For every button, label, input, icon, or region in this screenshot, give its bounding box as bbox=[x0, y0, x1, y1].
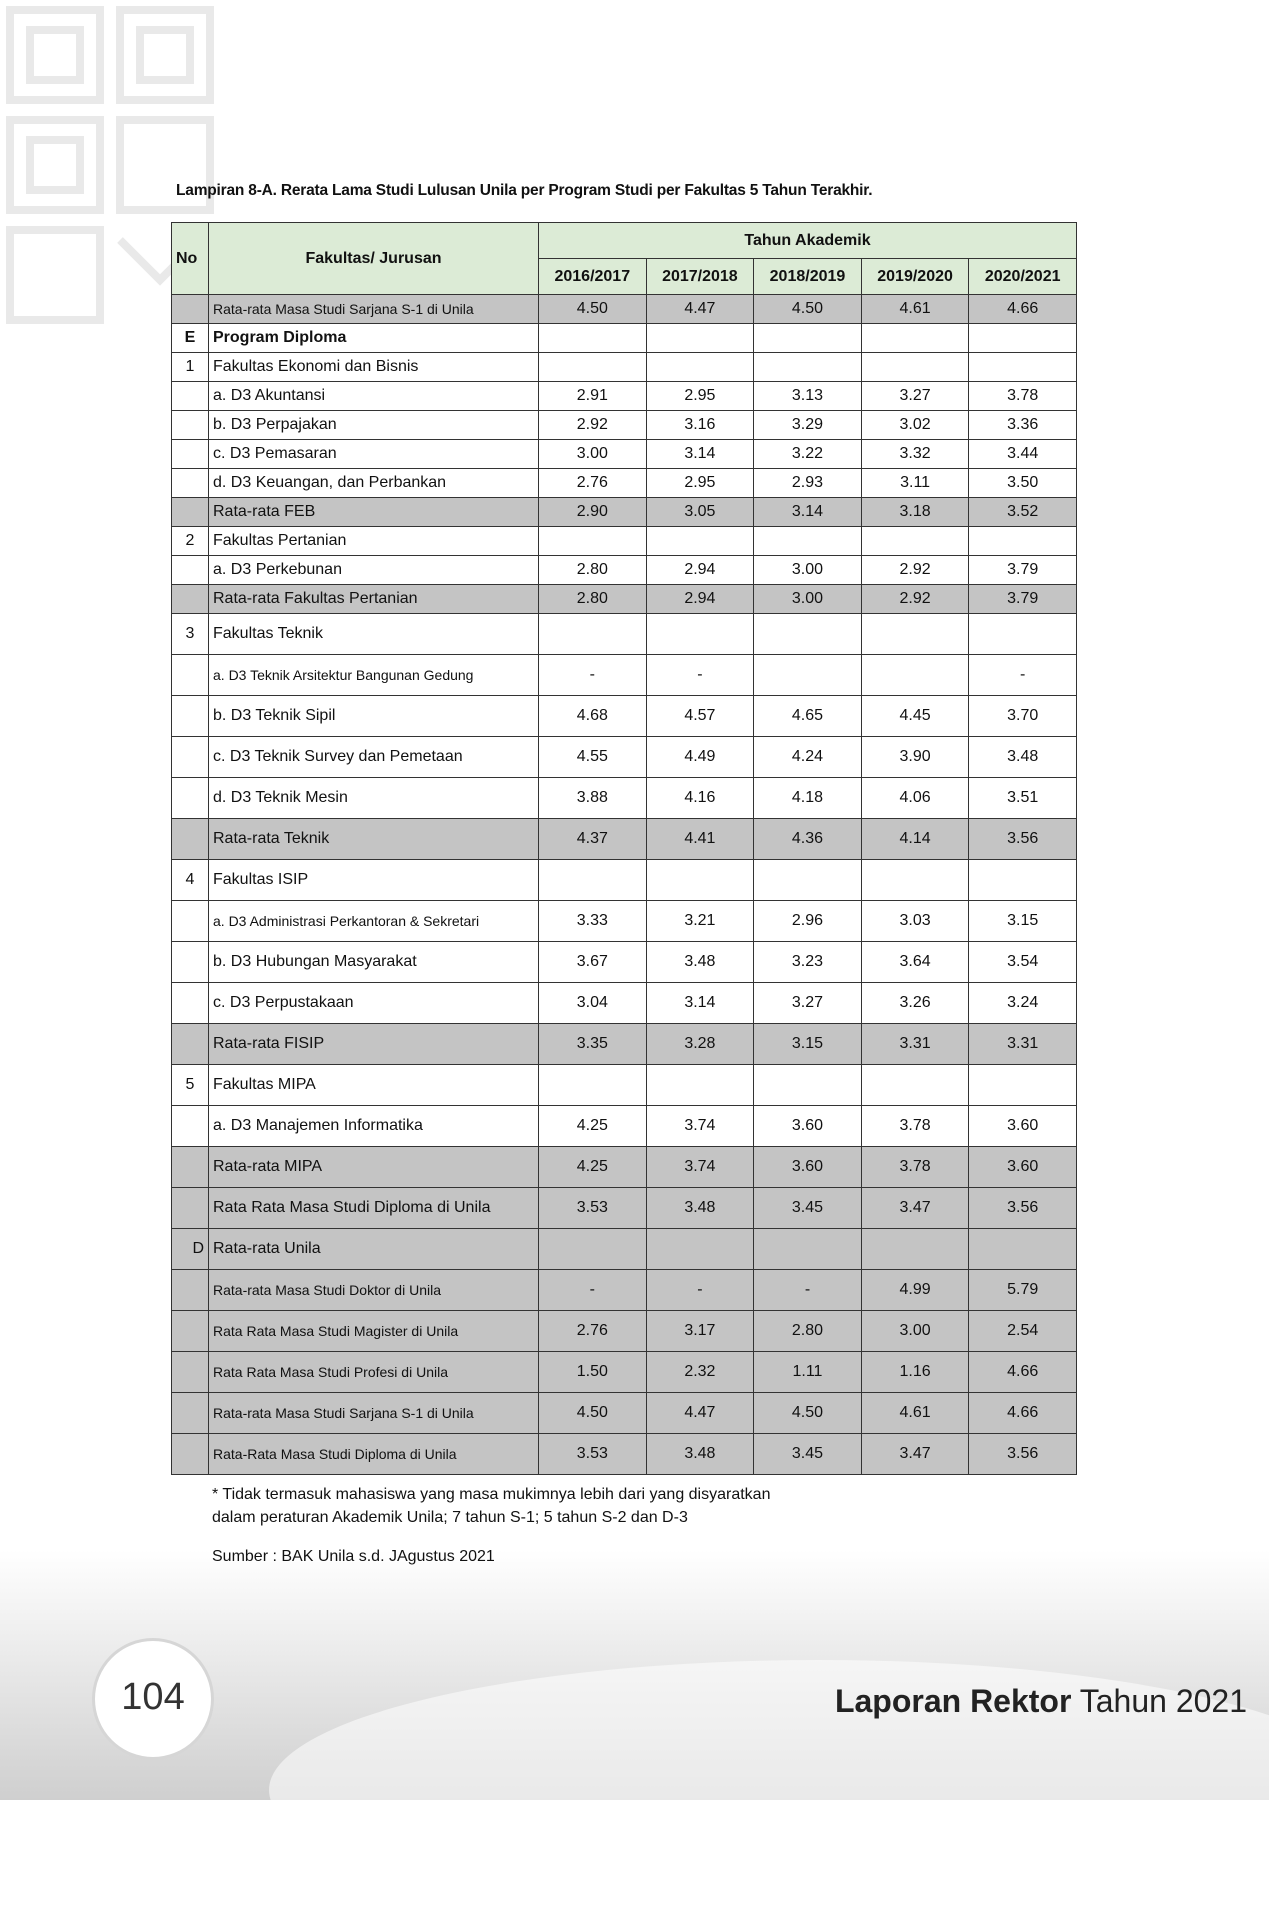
row-value bbox=[539, 527, 647, 556]
row-value: 2.92 bbox=[861, 556, 969, 585]
study-duration-table bbox=[171, 222, 1077, 1475]
table-row bbox=[172, 1065, 1077, 1106]
row-value: 3.50 bbox=[969, 469, 1077, 498]
row-no bbox=[172, 440, 209, 469]
row-value: 2.32 bbox=[646, 1352, 754, 1393]
header-no: No bbox=[172, 223, 209, 295]
table-row bbox=[172, 1393, 1077, 1434]
row-name: Rata Rata Masa Studi Magister di Unila bbox=[209, 1311, 539, 1352]
row-name: Fakultas Teknik bbox=[209, 614, 539, 655]
row-no bbox=[172, 1188, 209, 1229]
row-value: 3.53 bbox=[539, 1434, 647, 1475]
table-row bbox=[172, 353, 1077, 382]
row-value bbox=[861, 655, 969, 696]
row-value: 4.50 bbox=[754, 1393, 862, 1434]
row-value bbox=[539, 1065, 647, 1106]
row-value: 3.33 bbox=[539, 901, 647, 942]
row-value: 3.74 bbox=[646, 1147, 754, 1188]
row-value: 3.14 bbox=[754, 498, 862, 527]
row-value: 4.68 bbox=[539, 696, 647, 737]
row-name: Fakultas MIPA bbox=[209, 1065, 539, 1106]
row-value: - bbox=[646, 1270, 754, 1311]
row-no bbox=[172, 819, 209, 860]
row-no bbox=[172, 1393, 209, 1434]
row-value: 3.47 bbox=[861, 1434, 969, 1475]
row-value: 2.76 bbox=[539, 1311, 647, 1352]
row-value: 3.15 bbox=[754, 1024, 862, 1065]
row-no: D bbox=[172, 1229, 209, 1270]
row-name: Rata-rata FISIP bbox=[209, 1024, 539, 1065]
footnote-line: dalam peraturan Akademik Unila; 7 tahun S-1; 5 tahun S-2 dan D-3 bbox=[212, 1509, 688, 1526]
row-value: 3.31 bbox=[861, 1024, 969, 1065]
row-value: 1.16 bbox=[861, 1352, 969, 1393]
table-row bbox=[172, 1024, 1077, 1065]
row-name: Rata Rata Masa Studi Profesi di Unila bbox=[209, 1352, 539, 1393]
row-value: 3.18 bbox=[861, 498, 969, 527]
footnote-line: * Tidak termasuk mahasiswa yang masa mukimnya lebih dari yang disyaratkan bbox=[212, 1486, 771, 1503]
row-value: 4.99 bbox=[861, 1270, 969, 1311]
row-value: 3.45 bbox=[754, 1188, 862, 1229]
row-no: 1 bbox=[172, 353, 209, 382]
row-value: 4.47 bbox=[646, 1393, 754, 1434]
row-value bbox=[969, 353, 1077, 382]
row-value: 2.94 bbox=[646, 585, 754, 614]
row-value bbox=[646, 614, 754, 655]
row-value: 4.36 bbox=[754, 819, 862, 860]
header-year: 2019/2020 bbox=[861, 259, 969, 295]
row-value: 3.27 bbox=[754, 983, 862, 1024]
row-no: E bbox=[172, 324, 209, 353]
row-no bbox=[172, 1147, 209, 1188]
table-row bbox=[172, 1352, 1077, 1393]
table-row bbox=[172, 498, 1077, 527]
table-title: Lampiran 8-A. Rerata Lama Studi Lulusan Unila per Program Studi per Fakultas 5 Tahun Terakhir. bbox=[176, 182, 873, 199]
row-no: 4 bbox=[172, 860, 209, 901]
row-value bbox=[754, 1229, 862, 1270]
row-name: b. D3 Teknik Sipil bbox=[209, 696, 539, 737]
row-value: 2.95 bbox=[646, 469, 754, 498]
row-value: 4.55 bbox=[539, 737, 647, 778]
row-name: c. D3 Pemasaran bbox=[209, 440, 539, 469]
row-no bbox=[172, 469, 209, 498]
table-row bbox=[172, 556, 1077, 585]
row-value: 3.35 bbox=[539, 1024, 647, 1065]
row-no: 3 bbox=[172, 614, 209, 655]
row-value: 4.16 bbox=[646, 778, 754, 819]
row-value bbox=[646, 860, 754, 901]
row-value: 3.56 bbox=[969, 1188, 1077, 1229]
row-value: 3.60 bbox=[969, 1147, 1077, 1188]
table-row bbox=[172, 527, 1077, 556]
row-no bbox=[172, 1106, 209, 1147]
row-value: 3.13 bbox=[754, 382, 862, 411]
row-value: 4.61 bbox=[861, 1393, 969, 1434]
row-value bbox=[969, 860, 1077, 901]
table-row bbox=[172, 440, 1077, 469]
row-value: 2.93 bbox=[754, 469, 862, 498]
row-value bbox=[861, 353, 969, 382]
row-value bbox=[754, 614, 862, 655]
row-value bbox=[861, 324, 969, 353]
row-value bbox=[861, 1065, 969, 1106]
table-row bbox=[172, 901, 1077, 942]
row-value: 3.74 bbox=[646, 1106, 754, 1147]
row-value: - bbox=[754, 1270, 862, 1311]
row-value: 4.41 bbox=[646, 819, 754, 860]
row-no bbox=[172, 1270, 209, 1311]
header-year: 2020/2021 bbox=[969, 259, 1077, 295]
row-name: b. D3 Perpajakan bbox=[209, 411, 539, 440]
footnote bbox=[212, 1483, 770, 1529]
row-value: - bbox=[646, 655, 754, 696]
row-value: 2.76 bbox=[539, 469, 647, 498]
row-value: 2.92 bbox=[539, 411, 647, 440]
row-no: 5 bbox=[172, 1065, 209, 1106]
row-no bbox=[172, 1311, 209, 1352]
row-no bbox=[172, 1024, 209, 1065]
row-value: 3.52 bbox=[969, 498, 1077, 527]
table-row bbox=[172, 1229, 1077, 1270]
row-name: Rata-rata Masa Studi Sarjana S-1 di Unila bbox=[209, 1393, 539, 1434]
row-value: 3.78 bbox=[861, 1147, 969, 1188]
table-row bbox=[172, 1106, 1077, 1147]
row-no bbox=[172, 901, 209, 942]
row-value: 3.36 bbox=[969, 411, 1077, 440]
row-value: 3.45 bbox=[754, 1434, 862, 1475]
row-value bbox=[754, 324, 862, 353]
row-value: 3.15 bbox=[969, 901, 1077, 942]
row-value: 3.88 bbox=[539, 778, 647, 819]
row-value: 3.14 bbox=[646, 983, 754, 1024]
table-row bbox=[172, 1311, 1077, 1352]
row-value: 2.95 bbox=[646, 382, 754, 411]
row-value bbox=[754, 527, 862, 556]
row-value: 4.06 bbox=[861, 778, 969, 819]
table-row bbox=[172, 614, 1077, 655]
row-value: 3.53 bbox=[539, 1188, 647, 1229]
table-row bbox=[172, 778, 1077, 819]
row-value: 4.25 bbox=[539, 1147, 647, 1188]
row-value bbox=[646, 324, 754, 353]
row-value: - bbox=[539, 655, 647, 696]
row-name: Rata-rata Masa Studi Sarjana S-1 di Unila bbox=[209, 295, 539, 324]
row-value bbox=[646, 353, 754, 382]
row-value bbox=[754, 655, 862, 696]
row-value: 3.44 bbox=[969, 440, 1077, 469]
row-name: Rata-rata Fakultas Pertanian bbox=[209, 585, 539, 614]
source-note: Sumber : BAK Unila s.d. JAgustus 2021 bbox=[212, 1548, 495, 1565]
row-name: Fakultas Pertanian bbox=[209, 527, 539, 556]
row-name: Program Diploma bbox=[209, 324, 539, 353]
row-value: 3.00 bbox=[539, 440, 647, 469]
row-value bbox=[646, 1065, 754, 1106]
row-no bbox=[172, 585, 209, 614]
row-value: 3.26 bbox=[861, 983, 969, 1024]
page-number: 104 bbox=[121, 1676, 185, 1718]
header-year: 2016/2017 bbox=[539, 259, 647, 295]
row-value: 3.90 bbox=[861, 737, 969, 778]
table-row bbox=[172, 737, 1077, 778]
row-value: 4.24 bbox=[754, 737, 862, 778]
row-name: Rata-Rata Masa Studi Diploma di Unila bbox=[209, 1434, 539, 1475]
footer-bold: Laporan Rektor bbox=[834, 1683, 1072, 1719]
row-value bbox=[861, 1229, 969, 1270]
table-row bbox=[172, 860, 1077, 901]
table-row bbox=[172, 469, 1077, 498]
row-value: 4.57 bbox=[646, 696, 754, 737]
table-row bbox=[172, 411, 1077, 440]
row-name: Rata-rata FEB bbox=[209, 498, 539, 527]
row-no bbox=[172, 498, 209, 527]
row-value: 3.78 bbox=[861, 1106, 969, 1147]
row-name: a. D3 Perkebunan bbox=[209, 556, 539, 585]
row-value bbox=[754, 353, 862, 382]
row-value: 2.80 bbox=[539, 556, 647, 585]
row-no bbox=[172, 696, 209, 737]
row-value: 2.91 bbox=[539, 382, 647, 411]
table-row bbox=[172, 324, 1077, 353]
row-name: Rata Rata Masa Studi Diploma di Unila bbox=[209, 1188, 539, 1229]
row-value: 3.56 bbox=[969, 1434, 1077, 1475]
row-value: 2.92 bbox=[861, 585, 969, 614]
row-value: 3.54 bbox=[969, 942, 1077, 983]
row-value: 2.94 bbox=[646, 556, 754, 585]
header-name: Fakultas/ Jurusan bbox=[209, 223, 539, 295]
table-row bbox=[172, 983, 1077, 1024]
table-row bbox=[172, 585, 1077, 614]
row-value: 1.11 bbox=[754, 1352, 862, 1393]
row-value bbox=[969, 527, 1077, 556]
row-name: c. D3 Teknik Survey dan Pemetaan bbox=[209, 737, 539, 778]
row-name: a. D3 Akuntansi bbox=[209, 382, 539, 411]
table-row bbox=[172, 942, 1077, 983]
row-value: 4.47 bbox=[646, 295, 754, 324]
row-value: 3.78 bbox=[969, 382, 1077, 411]
row-no bbox=[172, 942, 209, 983]
row-value: 3.79 bbox=[969, 556, 1077, 585]
row-no bbox=[172, 1352, 209, 1393]
row-value: 3.67 bbox=[539, 942, 647, 983]
row-value bbox=[861, 614, 969, 655]
row-value: 3.23 bbox=[754, 942, 862, 983]
row-value: 3.48 bbox=[646, 1434, 754, 1475]
row-name: a. D3 Manajemen Informatika bbox=[209, 1106, 539, 1147]
row-value: 2.54 bbox=[969, 1311, 1077, 1352]
row-value bbox=[969, 1065, 1077, 1106]
table-row bbox=[172, 295, 1077, 324]
table-row bbox=[172, 696, 1077, 737]
report-footer bbox=[835, 1683, 1247, 1720]
row-value: 4.61 bbox=[861, 295, 969, 324]
row-no: 2 bbox=[172, 527, 209, 556]
row-value bbox=[539, 1229, 647, 1270]
row-no bbox=[172, 382, 209, 411]
row-value: 4.50 bbox=[539, 1393, 647, 1434]
row-value: 3.60 bbox=[754, 1147, 862, 1188]
row-value: 3.22 bbox=[754, 440, 862, 469]
row-value: 3.47 bbox=[861, 1188, 969, 1229]
row-value: 3.79 bbox=[969, 585, 1077, 614]
row-value: 3.27 bbox=[861, 382, 969, 411]
row-value bbox=[539, 860, 647, 901]
row-value: 4.14 bbox=[861, 819, 969, 860]
row-value bbox=[539, 324, 647, 353]
row-name: c. D3 Perpustakaan bbox=[209, 983, 539, 1024]
row-value: 3.24 bbox=[969, 983, 1077, 1024]
row-name: Rata-rata MIPA bbox=[209, 1147, 539, 1188]
row-value: 3.14 bbox=[646, 440, 754, 469]
row-value bbox=[539, 614, 647, 655]
row-name: Fakultas ISIP bbox=[209, 860, 539, 901]
row-value bbox=[646, 527, 754, 556]
row-no bbox=[172, 295, 209, 324]
row-value: 4.50 bbox=[539, 295, 647, 324]
row-value: 3.70 bbox=[969, 696, 1077, 737]
row-value: 3.60 bbox=[969, 1106, 1077, 1147]
row-value: 3.60 bbox=[754, 1106, 862, 1147]
row-value bbox=[539, 353, 647, 382]
table-row bbox=[172, 1270, 1077, 1311]
row-value: 3.51 bbox=[969, 778, 1077, 819]
row-no bbox=[172, 983, 209, 1024]
row-value: 4.25 bbox=[539, 1106, 647, 1147]
row-value: 3.03 bbox=[861, 901, 969, 942]
row-value: 2.96 bbox=[754, 901, 862, 942]
header-group: Tahun Akademik bbox=[539, 223, 1077, 259]
table-row bbox=[172, 655, 1077, 696]
table-row bbox=[172, 382, 1077, 411]
row-value: 4.66 bbox=[969, 1352, 1077, 1393]
row-value: 3.48 bbox=[646, 1188, 754, 1229]
row-value bbox=[861, 527, 969, 556]
row-value: 4.65 bbox=[754, 696, 862, 737]
row-value: 3.31 bbox=[969, 1024, 1077, 1065]
row-no bbox=[172, 737, 209, 778]
row-no bbox=[172, 411, 209, 440]
row-value bbox=[754, 860, 862, 901]
row-value: 3.48 bbox=[969, 737, 1077, 778]
row-value: 4.49 bbox=[646, 737, 754, 778]
row-value: 3.00 bbox=[861, 1311, 969, 1352]
table-row bbox=[172, 1188, 1077, 1229]
row-value: 4.18 bbox=[754, 778, 862, 819]
table-row bbox=[172, 1147, 1077, 1188]
row-value bbox=[969, 324, 1077, 353]
row-name: Fakultas Ekonomi dan Bisnis bbox=[209, 353, 539, 382]
row-name: Rata-rata Unila bbox=[209, 1229, 539, 1270]
row-value: 1.50 bbox=[539, 1352, 647, 1393]
row-value: 3.29 bbox=[754, 411, 862, 440]
row-name: a. D3 Teknik Arsitektur Bangunan Gedung bbox=[209, 655, 539, 696]
row-value: 3.02 bbox=[861, 411, 969, 440]
row-value: 3.00 bbox=[754, 556, 862, 585]
row-value bbox=[969, 614, 1077, 655]
row-name: b. D3 Hubungan Masyarakat bbox=[209, 942, 539, 983]
row-no bbox=[172, 655, 209, 696]
table-row bbox=[172, 1434, 1077, 1475]
row-value bbox=[646, 1229, 754, 1270]
row-value: 4.37 bbox=[539, 819, 647, 860]
row-no bbox=[172, 778, 209, 819]
row-value: 3.48 bbox=[646, 942, 754, 983]
row-name: a. D3 Administrasi Perkantoran & Sekretari bbox=[209, 901, 539, 942]
row-value: 3.21 bbox=[646, 901, 754, 942]
row-value bbox=[969, 1229, 1077, 1270]
table-row bbox=[172, 819, 1077, 860]
row-value: - bbox=[969, 655, 1077, 696]
row-value: - bbox=[539, 1270, 647, 1311]
row-value: 3.11 bbox=[861, 469, 969, 498]
footer-regular: Tahun 2021 bbox=[1079, 1683, 1247, 1719]
row-value: 3.56 bbox=[969, 819, 1077, 860]
header-year: 2018/2019 bbox=[754, 259, 862, 295]
row-value: 3.16 bbox=[646, 411, 754, 440]
row-value bbox=[754, 1065, 862, 1106]
row-name: d. D3 Keuangan, dan Perbankan bbox=[209, 469, 539, 498]
row-value: 2.90 bbox=[539, 498, 647, 527]
row-no bbox=[172, 556, 209, 585]
row-value: 3.04 bbox=[539, 983, 647, 1024]
row-no bbox=[172, 1434, 209, 1475]
row-value: 3.32 bbox=[861, 440, 969, 469]
row-value: 3.64 bbox=[861, 942, 969, 983]
row-value: 5.79 bbox=[969, 1270, 1077, 1311]
row-name: Rata-rata Teknik bbox=[209, 819, 539, 860]
row-value: 4.66 bbox=[969, 1393, 1077, 1434]
row-name: d. D3 Teknik Mesin bbox=[209, 778, 539, 819]
header-year: 2017/2018 bbox=[646, 259, 754, 295]
row-value: 3.28 bbox=[646, 1024, 754, 1065]
row-value bbox=[861, 860, 969, 901]
row-value: 2.80 bbox=[754, 1311, 862, 1352]
row-name: Rata-rata Masa Studi Doktor di Unila bbox=[209, 1270, 539, 1311]
row-value: 3.17 bbox=[646, 1311, 754, 1352]
row-value: 3.05 bbox=[646, 498, 754, 527]
row-value: 2.80 bbox=[539, 585, 647, 614]
row-value: 4.50 bbox=[754, 295, 862, 324]
row-value: 4.66 bbox=[969, 295, 1077, 324]
row-value: 4.45 bbox=[861, 696, 969, 737]
row-value: 3.00 bbox=[754, 585, 862, 614]
